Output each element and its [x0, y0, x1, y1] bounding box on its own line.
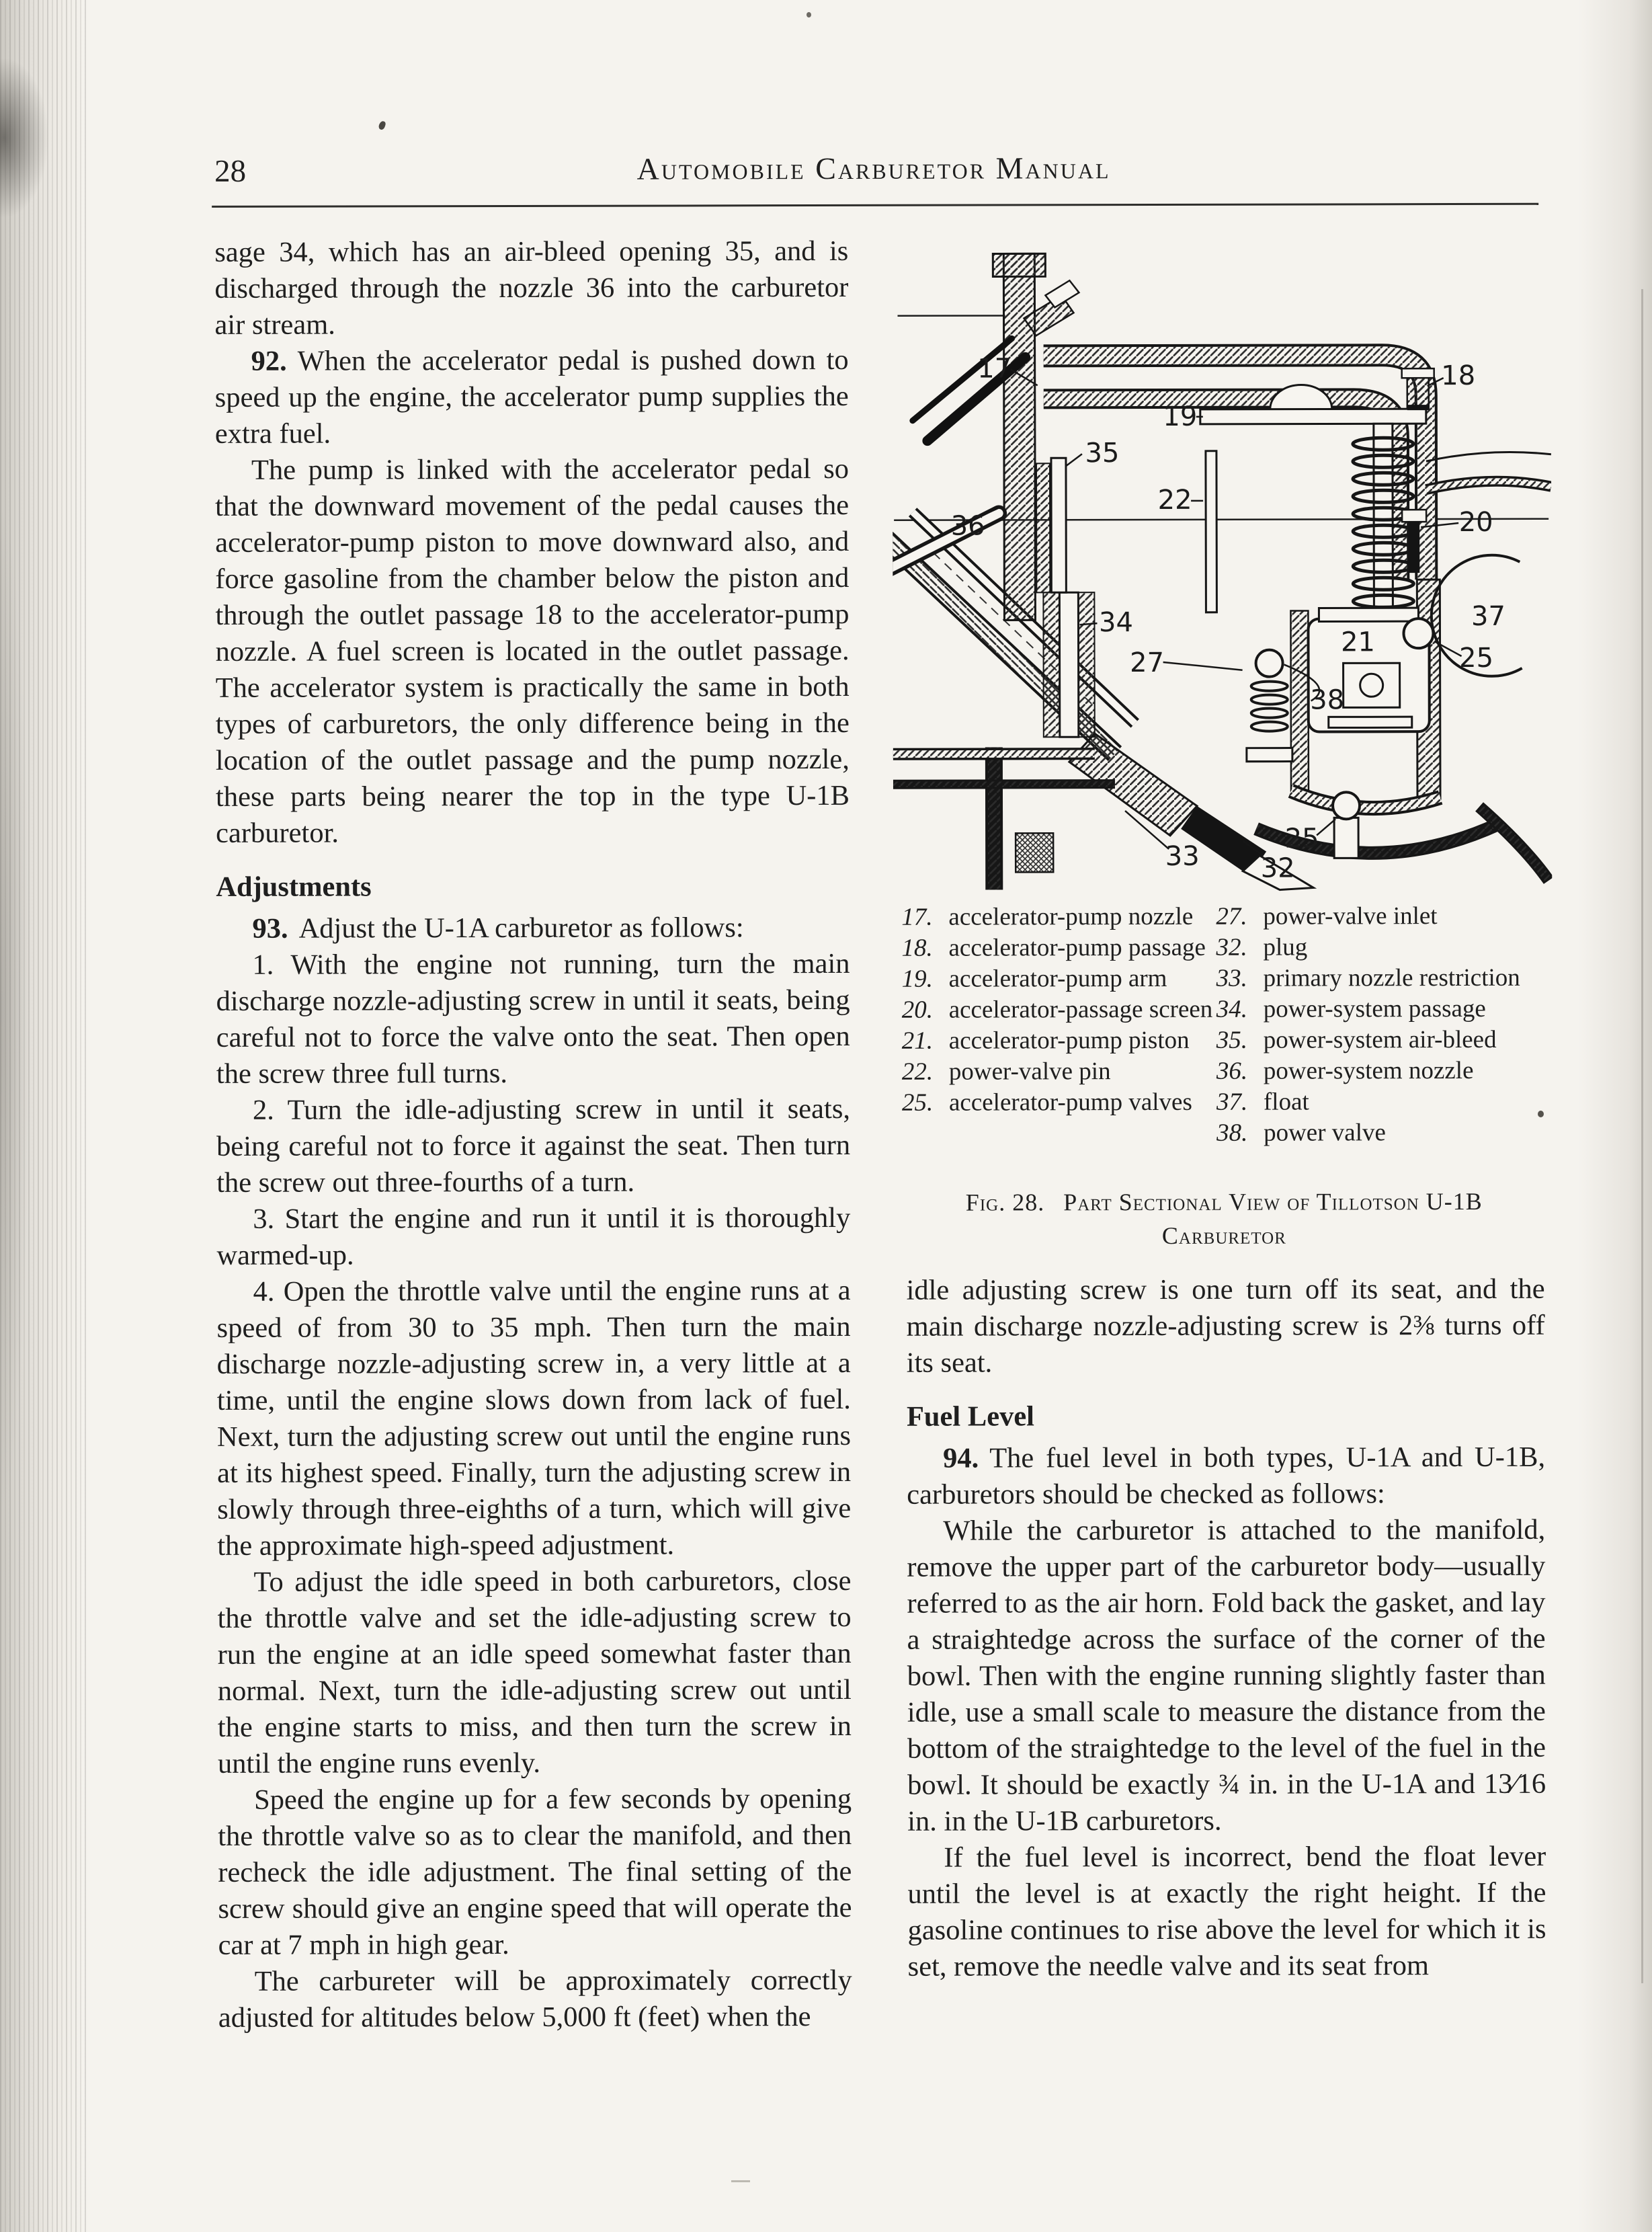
- right-column: [906, 1271, 1546, 1985]
- scan-speck: [1538, 1111, 1544, 1117]
- scan-speck: [807, 12, 811, 17]
- legend-item: 22. power-valve pin: [901, 1058, 1111, 1086]
- legend-item: 25. accelerator-pump valves: [901, 1088, 1192, 1117]
- callout-37-label: 37: [1471, 600, 1505, 632]
- legend-item: 27. power-valve inlet: [1216, 902, 1438, 930]
- figure-caption-title-line2: Carburetor: [1161, 1222, 1286, 1249]
- figure-caption-title: Part Sectional View of Tillotson U-1B: [1063, 1187, 1483, 1216]
- paragraph-speed-up: Speed the engine up for a few seconds by opening the throttle valve so as to clear the manifold, and then recheck the idle adjustment. The final setting of the screw should give an engine speed that will operate the car at 7 mph in high gear.: [218, 1782, 852, 1961]
- legend-column-right: [1216, 901, 1546, 1149]
- power-valve: [1247, 650, 1292, 762]
- section-number: 92.: [251, 345, 287, 377]
- legend-item: 38. power valve: [1216, 1119, 1386, 1147]
- legend-item: 20. accelerator-passage screen: [901, 995, 1213, 1024]
- running-header-title: Automobile Carburetor Manual: [636, 151, 1111, 186]
- callout-34-label: 34: [1098, 607, 1133, 639]
- heading-adjustments: Adjustments: [216, 871, 372, 903]
- callout-17-label: 17: [977, 353, 1012, 385]
- step-4: 4. Open the throttle valve until the engine runs at a speed of from 30 to 35 mph. Then turn the main discharge nozzle-adjusting screw in, a very little at a time, until the engine slows down from lack of fuel. Next, turn the adjusting screw out until the engine runs at its highest speed. Finally, turn the adjusting screw in slowly through three-eighths of a turn, which will give the approximate high-speed adjustment.: [216, 1274, 852, 1562]
- callout-25a-label: 25: [1459, 642, 1494, 674]
- legend-item: 21. accelerator-pump piston: [901, 1026, 1190, 1055]
- callout-20-label: 20: [1458, 506, 1493, 539]
- manifold-flange: [1426, 452, 1551, 489]
- section-number: 93.: [252, 912, 288, 945]
- paragraph-fuel-check: While the carburetor is attached to the manifold, remove the upper part of the carburetor body—usually referred to as the air horn. Fold back the gasket, and lay a straightedge across the surface of the corner of the bowl. Then with the engine running slightly faster than idle, use a small scale to measure the distance from the bottom of the straightedge to the level of the fuel in the bowl. It should be exactly ¾ in. in the U-1A and 13⁄16 in. in the U-1B carburetors.: [907, 1513, 1546, 1837]
- legend-item: 35. power-system air-bleed: [1216, 1025, 1497, 1054]
- paragraph-continuation: idle adjusting screw is one turn off its seat, and the main discharge nozzle-adjusting screw is 2⅜ turns off its seat.: [906, 1273, 1545, 1379]
- paragraph-fuel-incorrect: If the fuel level is incorrect, bend the float lever until the level is at exactly the right height. If the gasoline continues to rise above the level for which it is set, remove the needle valve and its seat from: [907, 1840, 1546, 1983]
- power-system-passage: [1043, 592, 1094, 737]
- paragraph-continuation: sage 34, which has an air-bleed opening 35, and is discharged through the nozzle 36 into the carburetor air stream.: [214, 235, 849, 341]
- legend-item: 18. accelerator-pump passage: [901, 933, 1206, 962]
- callout-36-label: 36: [950, 510, 985, 542]
- paragraph-section-94: 94. The fuel level in both types, U-1A and U-1B, carburetors should be checked as follows:: [907, 1441, 1546, 1511]
- callout-21-label: 21: [1341, 627, 1376, 658]
- callout-33-label: 33: [1165, 840, 1200, 872]
- callout-38-label: 38: [1310, 684, 1345, 716]
- paragraph-pump-linked: The pump is linked with the accelerator pedal so that the downward movement of the pedal causes the accelerator-pump piston to move downward also, and force gasoline from the chamber below the piston and through the outlet passage 18 to the accelerator-pump nozzle. A fuel screen is located in the outlet passage. The accelerator system is practically the same in both types of carburetors, the only difference being in the location of the outlet passage and the pump nozzle, these parts being nearer the top in the type U-1B carburetor.: [215, 452, 850, 849]
- legend-item: 19. accelerator-pump arm: [901, 964, 1167, 993]
- legend-item: 34. power-system passage: [1216, 994, 1486, 1023]
- power-system-air-bleed: [1036, 458, 1066, 592]
- section-number: 94.: [943, 1442, 979, 1474]
- step-1: 1. With the engine not running, turn the main discharge nozzle-adjusting screw in until it seats, being careful not to force the valve onto the seat. Then open the screw three full turns.: [216, 947, 850, 1090]
- paragraph-altitude: The carbureter will be approximately correctly adjusted for altitudes below 5,000 ft (feet) when the: [218, 1964, 852, 2034]
- figure-caption-number: Fig. 28.: [965, 1189, 1045, 1216]
- legend-item: 36. power-system nozzle: [1216, 1056, 1474, 1085]
- page-number: 28: [214, 153, 247, 189]
- legend-item: 37. float: [1216, 1088, 1309, 1116]
- left-column: [214, 233, 852, 2036]
- step-3: 3. Start the engine and run it until it is thoroughly warmed-up.: [216, 1201, 851, 1271]
- scan-speck: [731, 2180, 750, 2182]
- paragraph-idle-speed: To adjust the idle speed in both carburetors, close the throttle valve and set the idle-adjusting screw to run the engine at an idle speed somewhat faster than normal. Next, turn the idle-adjusting screw out until the engine starts to miss, and then turn the screw in until the engine runs evenly.: [217, 1564, 852, 1780]
- figure-legend: [901, 901, 1546, 1150]
- callout-27-label: 27: [1130, 647, 1165, 679]
- callout-32-label: 32: [1260, 852, 1295, 884]
- callout-22-label: 22: [1157, 484, 1192, 516]
- header-rule: [212, 203, 1538, 208]
- power-valve-pin: [1206, 451, 1217, 612]
- legend-item: 32. plug: [1216, 933, 1308, 961]
- callout-35-label: 35: [1085, 438, 1120, 469]
- figure-caption: [902, 1185, 1546, 1253]
- callout-18-label: 18: [1441, 360, 1476, 392]
- step-2: 2. Turn the idle-adjusting screw in until it seats, being careful not to force it against the seat. Then turn the screw out three-fourths of a turn.: [216, 1092, 851, 1199]
- legend-item: 17. accelerator-pump nozzle: [901, 902, 1194, 931]
- heading-fuel-level: Fuel Level: [906, 1400, 1035, 1433]
- legend-item: 33. primary nozzle restriction: [1216, 963, 1520, 992]
- callout-19-label: 19: [1163, 401, 1198, 432]
- callout-25b-label: 25: [1284, 823, 1319, 854]
- carburetor-sectional-diagram: [892, 215, 1552, 892]
- paragraph-section-93: 93. Adjust the U-1A carburetor as follows:: [252, 912, 744, 945]
- paragraph-section-92: 92. When the accelerator pedal is pushed down to speed up the engine, the accelerator pump supplies the extra fuel.: [214, 344, 849, 450]
- legend-column-left: [901, 902, 1216, 1150]
